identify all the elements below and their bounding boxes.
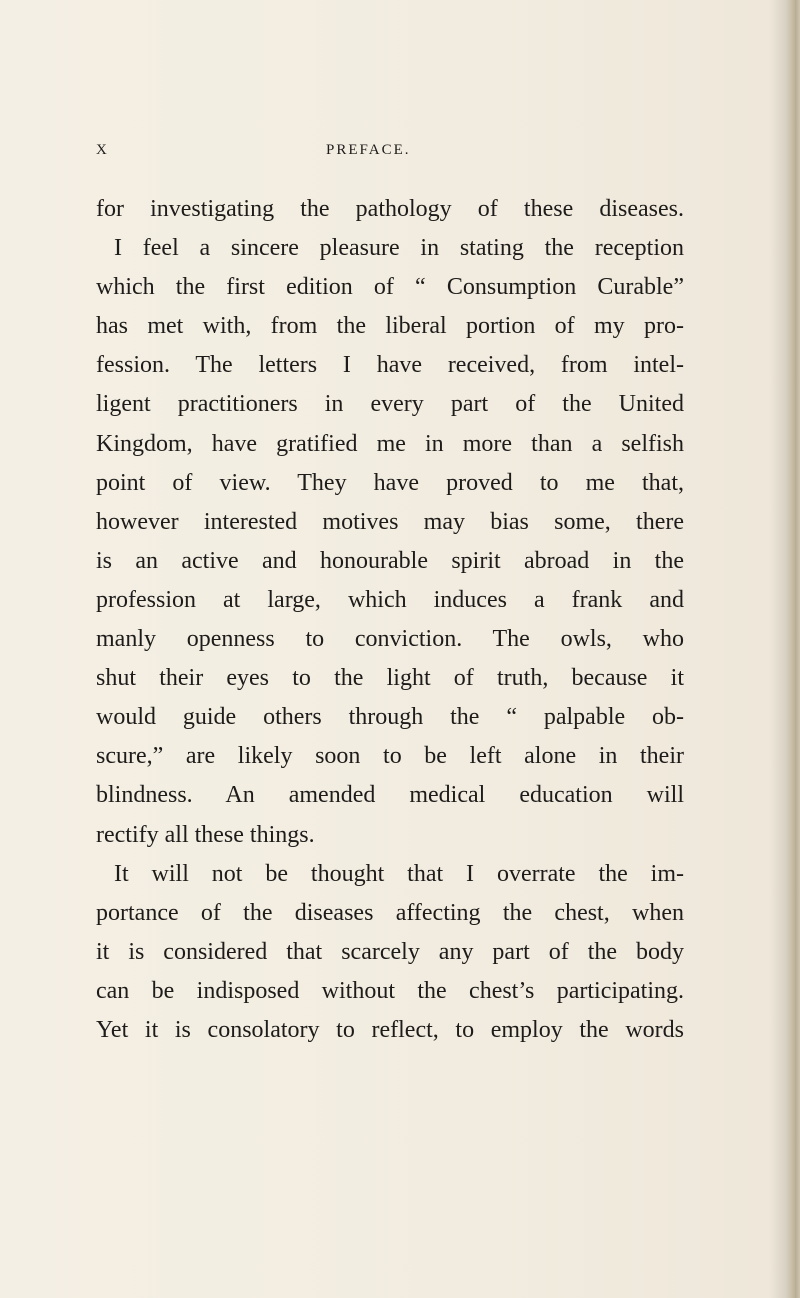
text-line: is an active and honourable spirit abroad in the bbox=[96, 547, 684, 574]
body-text bbox=[96, 190, 684, 1050]
page-number: X bbox=[96, 142, 108, 158]
text-line: scure,” are likely soon to be left alone in their bbox=[96, 743, 684, 770]
text-line: can be indisposed without the chest’s participating. bbox=[96, 977, 684, 1004]
text-line: for investigating the pathology of these diseases. bbox=[96, 196, 684, 222]
page-edge bbox=[786, 0, 800, 1298]
text-line: however interested motives may bias some, there bbox=[96, 508, 684, 535]
page-edge-shadow bbox=[770, 0, 786, 1298]
text-line: which the first edition of “ Consumption Curable” bbox=[96, 274, 684, 301]
text-line: Yet it is consolatory to reflect, to employ the words bbox=[96, 1016, 684, 1043]
text-line: point of view. They have proved to me that, bbox=[96, 469, 684, 496]
text-line: blindness. An amended medical education will bbox=[96, 782, 684, 809]
text-line: Kingdom, have gratified me in more than a selfish bbox=[96, 430, 684, 457]
text-line: profession at large, which induces a frank and bbox=[96, 586, 684, 613]
text-line: manly openness to conviction. The owls, who bbox=[96, 626, 684, 653]
text-line: it is considered that scarcely any part of the body bbox=[96, 938, 684, 965]
running-head: PREFACE. bbox=[326, 142, 411, 158]
text-line: portance of the diseases affecting the chest, when bbox=[96, 899, 684, 926]
text-line: I feel a sincere pleasure in stating the reception bbox=[114, 235, 684, 262]
text-line: It will not be thought that I overrate the im- bbox=[114, 860, 684, 887]
text-line: has met with, from the liberal portion of my pro- bbox=[96, 313, 684, 340]
page-header bbox=[96, 142, 656, 166]
text-line: rectify all these things. bbox=[96, 821, 315, 848]
text-line: shut their eyes to the light of truth, because it bbox=[96, 665, 684, 692]
text-line: would guide others through the “ palpable ob- bbox=[96, 704, 684, 731]
text-line: fession. The letters I have received, from intel- bbox=[96, 352, 684, 379]
text-line: ligent practitioners in every part of the United bbox=[96, 391, 684, 418]
